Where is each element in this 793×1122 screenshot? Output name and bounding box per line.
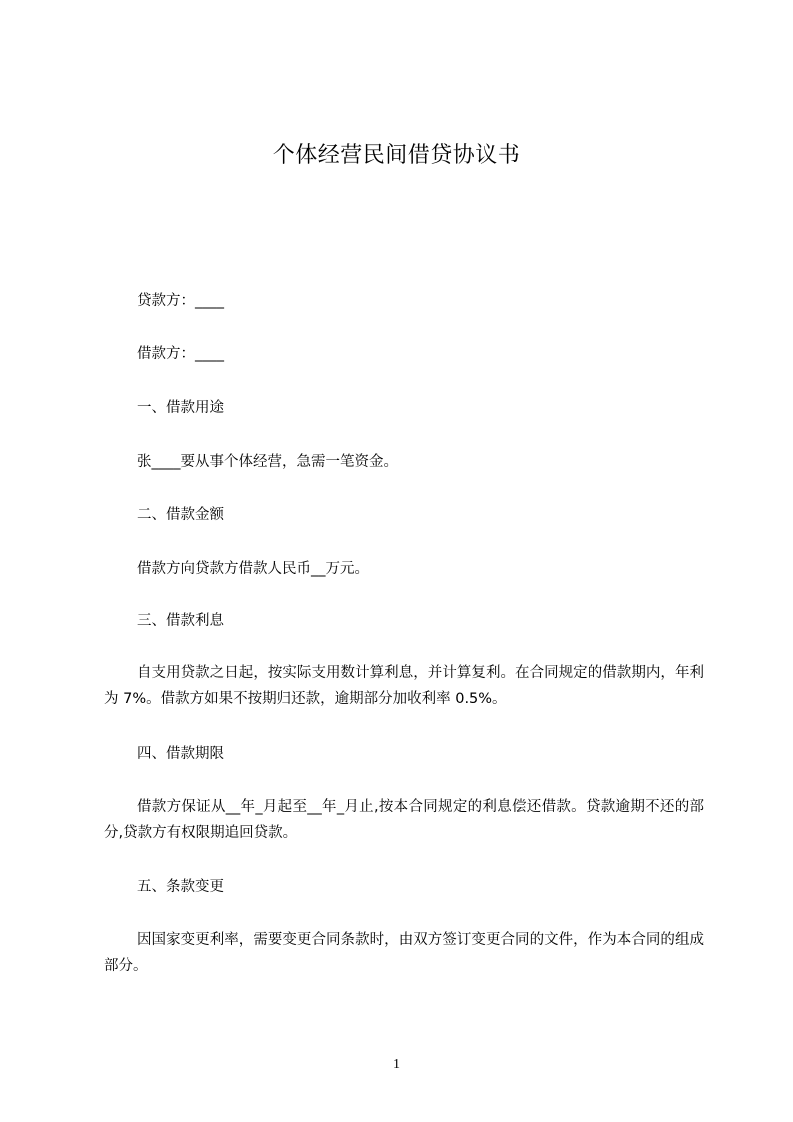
section-heading-amount: 二、借款金额 — [137, 507, 224, 523]
section-body-purpose: 张____要从事个体经营，急需一笔资金。 — [137, 454, 398, 470]
page-number: 1 — [393, 1057, 400, 1072]
section-heading-purpose: 一、借款用途 — [137, 400, 224, 416]
document-title: 个体经营民间借贷协议书 — [272, 143, 521, 168]
section-body-amendment: 因国家变更利率，需要变更合同条款时，由双方签订变更合同的文件，作为本合同的组成部分。 — [104, 932, 704, 974]
section-heading-term: 四、借款期限 — [137, 746, 224, 762]
lender-line: 贷款方：____ — [137, 293, 224, 309]
section-heading-amendment: 五、条款变更 — [137, 879, 224, 895]
section-body-term: 借款方保证从__年_月起至__年_月止,按本合同规定的利息偿还借款。贷款逾期不还的部分,贷款方有权限期追回贷款。 — [104, 799, 704, 841]
section-heading-interest: 三、借款利息 — [137, 613, 224, 629]
section-body-amount: 借款方向贷款方借款人民币__万元。 — [137, 561, 369, 577]
section-body-interest: 自支用贷款之日起，按实际支用数计算利息，并计算复利。在合同规定的借款期内，年利为 7%。借款方如果不按期归还款，逾期部分加收利率 0.5%。 — [104, 665, 704, 707]
borrower-line: 借款方：____ — [137, 346, 224, 362]
